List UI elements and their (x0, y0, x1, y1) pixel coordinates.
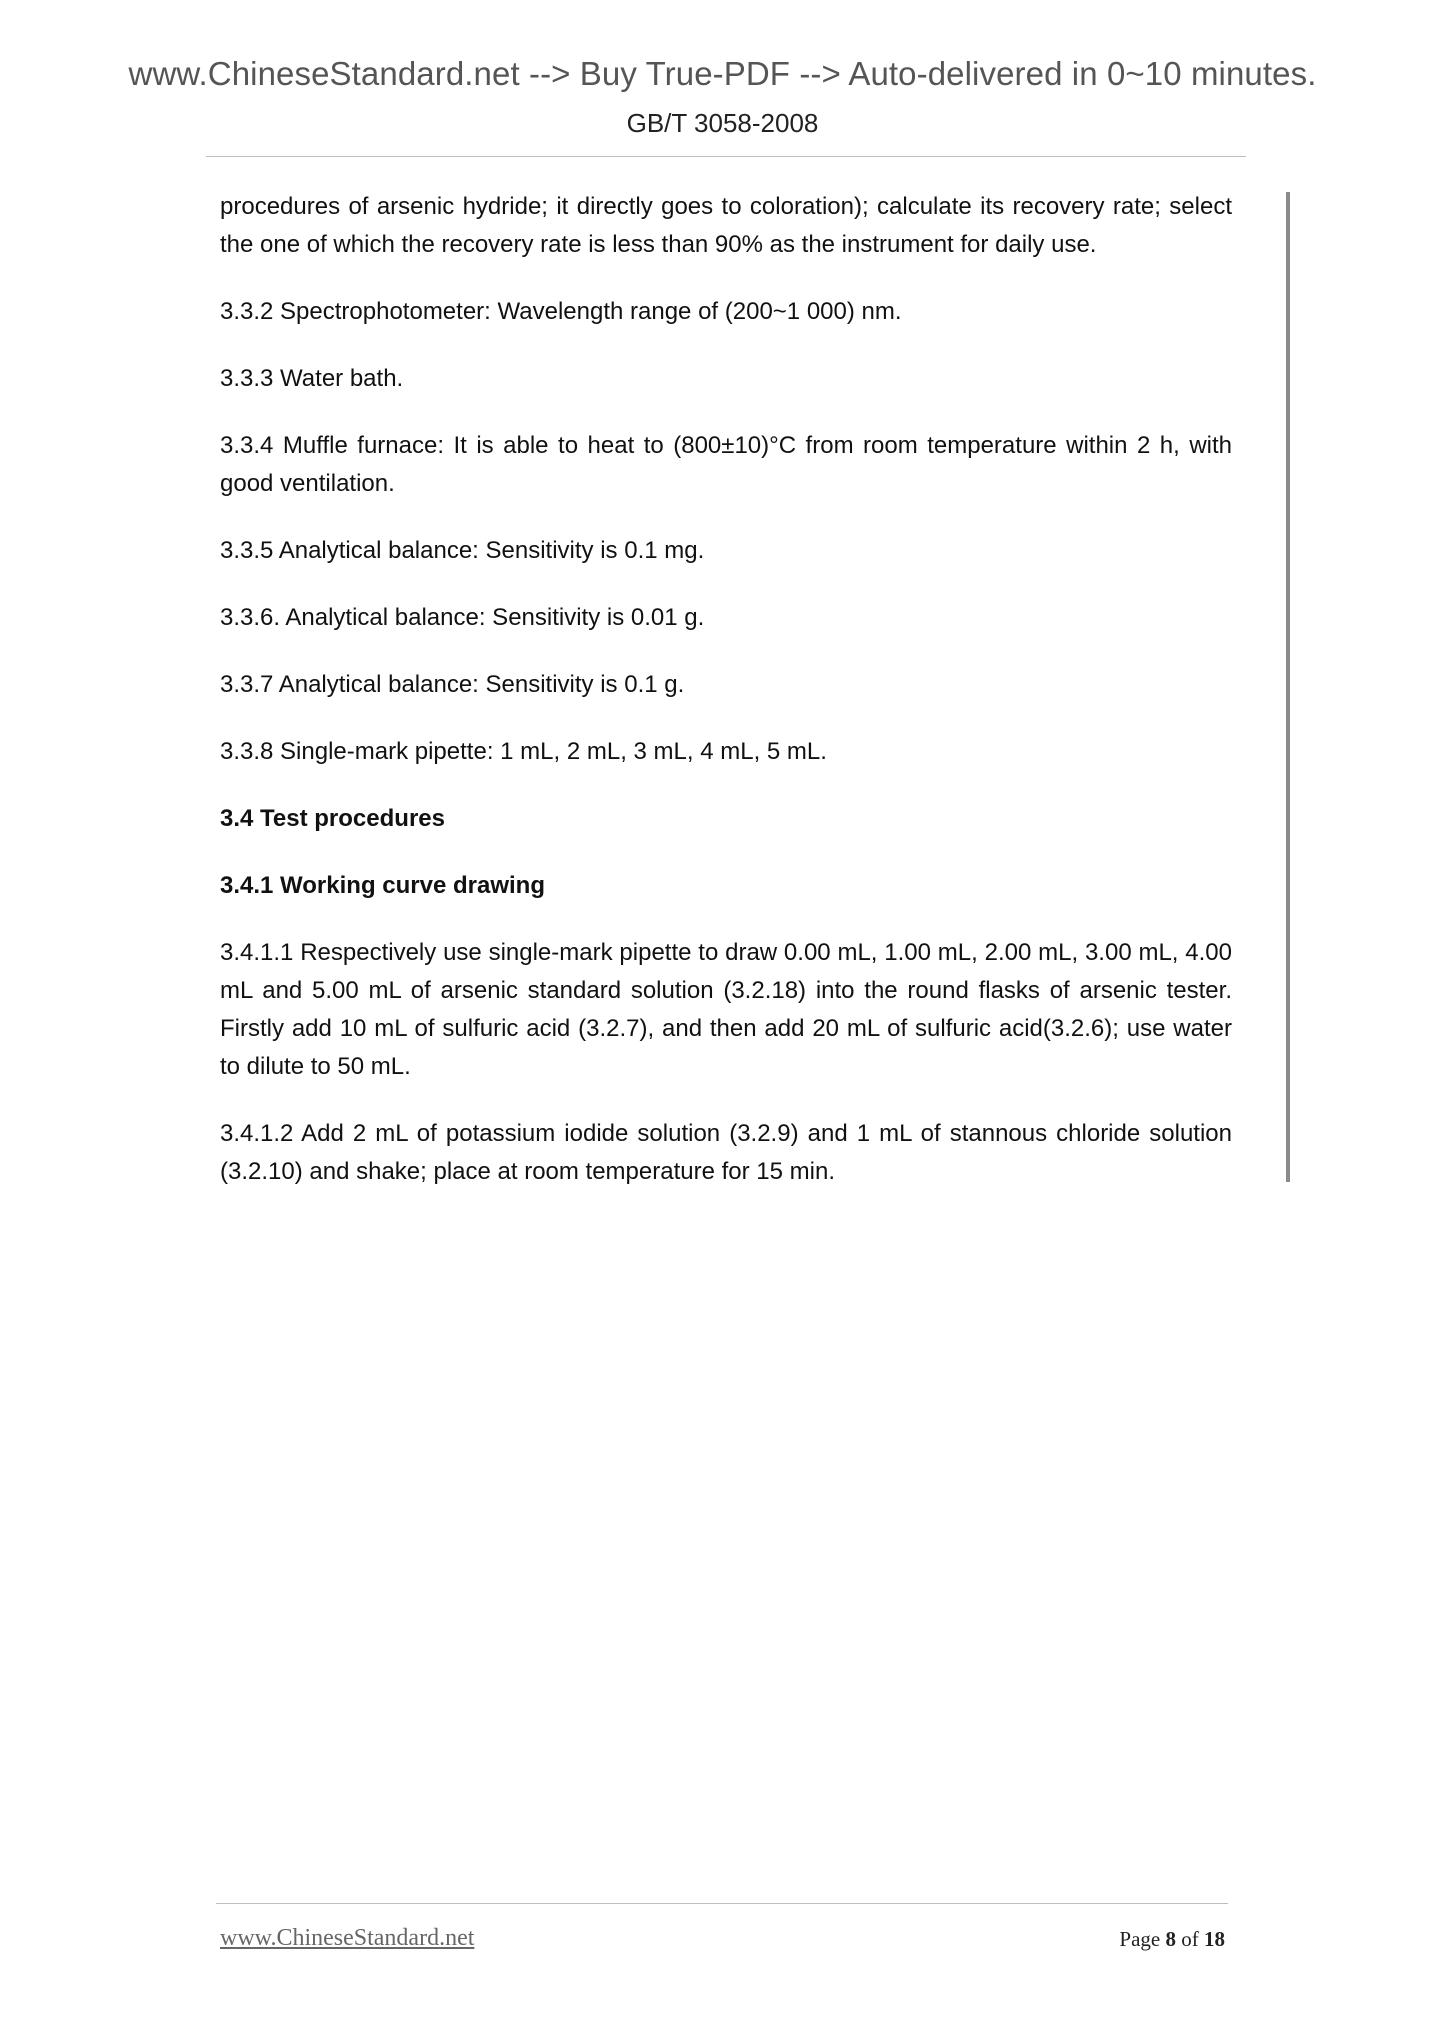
clause-3-3-3: 3.3.3 Water bath. (220, 365, 404, 392)
site-banner: www.ChineseStandard.net --> Buy True-PDF --> Auto-delivered in 0~10 minutes. (128, 55, 1317, 92)
page-of: of (1176, 1927, 1204, 1951)
page-current: 8 (1165, 1927, 1176, 1951)
clause-3-4-1-1: 3.4.1.1 Respectively use single-mark pipette to draw 0.00 mL, 1.00 mL, 2.00 mL, 3.00 mL, 4.00 mL and 5.00 mL of arsenic standard solution (3.2.18) into the round flasks of arsenic tester. Firstly add 10 mL of sulfuric acid (3.2.7), and then add 20 mL of sulfuric acid(3.2.6); use water to dilute to 50 mL. (220, 939, 1232, 1080)
clause-3-3-6: 3.3.6. Analytical balance: Sensitivity is 0.01 g. (220, 604, 705, 631)
paragraph-continuation: procedures of arsenic hydride; it directly goes to coloration); calculate its recovery rate; select the one of which the recovery rate is less than 90% as the instrument for daily use. (220, 193, 1232, 258)
footer-divider (216, 1903, 1228, 1904)
clause-3-3-2: 3.3.2 Spectrophotometer: Wavelength range of (200~1 000) nm. (220, 298, 902, 325)
header-divider (206, 156, 1246, 157)
clause-3-3-7: 3.3.7 Analytical balance: Sensitivity is 0.1 g. (220, 671, 685, 698)
standard-code: GB/T 3058-2008 (626, 108, 819, 138)
change-bar (1286, 192, 1290, 1182)
document-body (220, 188, 1232, 1220)
page-total: 18 (1204, 1927, 1225, 1951)
section-heading-3-4-1: 3.4.1 Working curve drawing (220, 872, 545, 899)
clause-3-3-4: 3.3.4 Muffle furnace: It is able to heat to (800±10)°C from room temperature within 2 h, with good ventilation. (220, 432, 1232, 497)
clause-3-4-1-2: 3.4.1.2 Add 2 mL of potassium iodide solution (3.2.9) and 1 mL of stannous chloride solution (3.2.10) and shake; place at room temperature for 15 min. (220, 1120, 1232, 1185)
footer-website-link[interactable]: www.ChineseStandard.net (220, 1925, 475, 1951)
clause-3-3-5: 3.3.5 Analytical balance: Sensitivity is 0.1 mg. (220, 537, 705, 564)
clause-3-3-8: 3.3.8 Single-mark pipette: 1 mL, 2 mL, 3 mL, 4 mL, 5 mL. (220, 738, 827, 765)
page-number (1119, 1927, 1225, 1952)
page-prefix: Page (1119, 1927, 1166, 1951)
section-heading-3-4: 3.4 Test procedures (220, 805, 445, 832)
